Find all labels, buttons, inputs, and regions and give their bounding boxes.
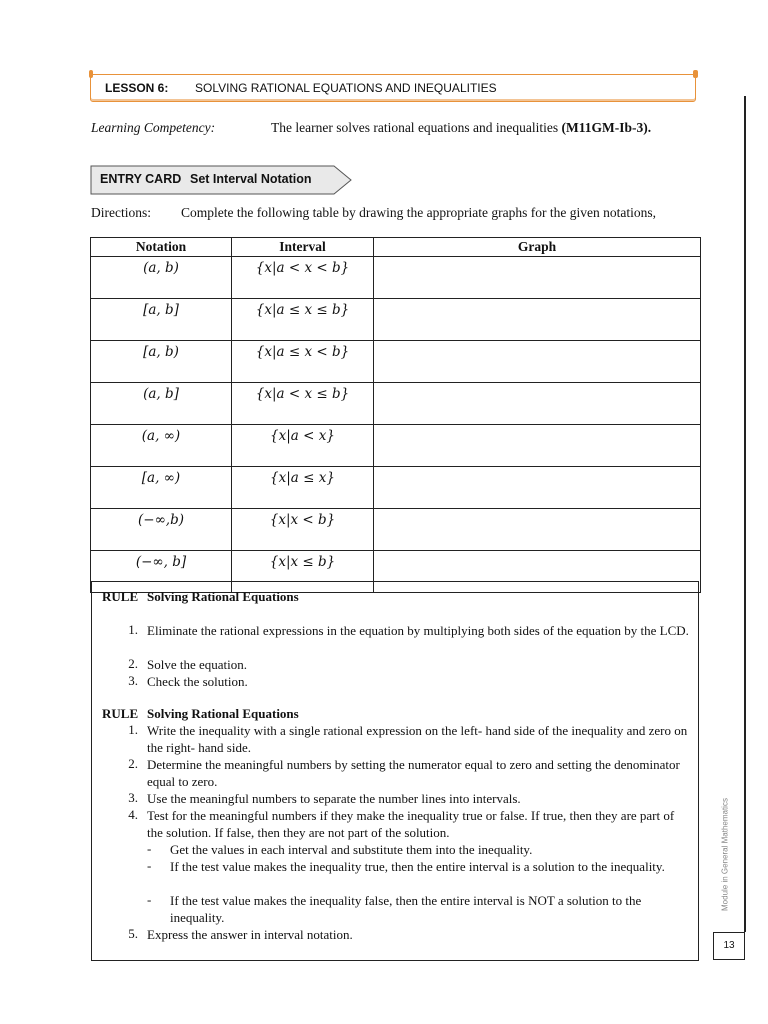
step-number: 2. (128, 656, 138, 671)
graph-cell[interactable] (374, 257, 701, 299)
interval-cell: {x|x < b} (232, 509, 374, 551)
rule2-sub-step: Get the values in each interval and substitute them into the inequality. (170, 842, 533, 857)
interval-cell: {x|a < x} (232, 425, 374, 467)
module-side-label: Module in General Mathematics (720, 798, 730, 911)
graph-cell[interactable] (374, 341, 701, 383)
step-number: 1. (128, 722, 138, 737)
rule-heading-equations (102, 589, 299, 605)
sub-step-bullet: - (147, 841, 152, 856)
header-notation: Notation (91, 238, 232, 257)
step-number: 5. (128, 926, 138, 941)
step-number: 3. (128, 790, 138, 805)
table-row (91, 467, 701, 509)
rule2-step: Determine the meaningful numbers by setting the numerator equal to zero and setting the denominator equal to zero. (147, 757, 680, 789)
step-number: 2. (128, 756, 138, 771)
rule2-step: Write the inequality with a single rational expression on the left- hand side of the inequality and zero on the right- hand side. (147, 723, 688, 755)
table-row (91, 383, 701, 425)
competency-label: Learning Competency: (91, 120, 216, 135)
notation-cell: (a, ∞) (91, 425, 232, 467)
competency-body: The learner solves rational equations and inequalities (271, 120, 562, 135)
page-number: 13 (713, 932, 745, 960)
notation-cell: (−∞, b] (91, 551, 232, 593)
notation-cell: (a, b) (91, 257, 232, 299)
table-row (91, 509, 701, 551)
header-interval: Interval (232, 238, 374, 257)
interval-cell: {x|a ≤ x} (232, 467, 374, 509)
lesson-banner (90, 74, 696, 102)
entry-card (90, 165, 352, 195)
interval-cell: {x|a < x ≤ b} (232, 383, 374, 425)
graph-cell[interactable] (374, 467, 701, 509)
sub-step-bullet: - (147, 858, 152, 873)
graph-cell[interactable] (374, 509, 701, 551)
notation-cell: [a, ∞) (91, 467, 232, 509)
header-graph: Graph (374, 238, 701, 257)
rule-label: RULE (102, 589, 139, 604)
banner-tab-right (693, 70, 698, 78)
interval-cell: {x|x ≤ b} (232, 551, 374, 593)
rule-title: Solving Rational Equations (147, 589, 299, 604)
rule1-step: Eliminate the rational expressions in the equation by multiplying both sides of the equation by the LCD. (147, 623, 689, 638)
notation-cell: [a, b] (91, 299, 232, 341)
competency-text (271, 120, 651, 136)
interval-cell: {x|a < x < b} (232, 257, 374, 299)
rule2-step: Use the meaningful numbers to separate the number lines into intervals. (147, 791, 521, 806)
sub-step-bullet: - (147, 892, 152, 907)
right-margin-rule (744, 96, 746, 932)
table-row (91, 257, 701, 299)
rule2-sub-step: If the test value makes the inequality true, then the entire interval is a solution to the inequality. (170, 859, 665, 874)
notation-cell: (a, b] (91, 383, 232, 425)
interval-cell: {x|a ≤ x < b} (232, 341, 374, 383)
step-number: 3. (128, 673, 138, 688)
graph-cell[interactable] (374, 425, 701, 467)
entry-card-label: ENTRY CARD (100, 172, 182, 186)
rule2-step: Express the answer in interval notation. (147, 927, 353, 942)
rules-box (91, 581, 699, 961)
lesson-label: LESSON 6: (105, 81, 169, 95)
graph-cell[interactable] (374, 383, 701, 425)
notation-cell: [a, b) (91, 341, 232, 383)
table-row (91, 341, 701, 383)
table-row (91, 299, 701, 341)
rule-heading-inequalities (102, 706, 299, 722)
competency-code: (M11GM-Ib-3). (561, 120, 652, 135)
directions-label: Directions: (91, 205, 151, 220)
interval-cell: {x|a ≤ x ≤ b} (232, 299, 374, 341)
notation-cell: (−∞,b) (91, 509, 232, 551)
lesson-title: SOLVING RATIONAL EQUATIONS AND INEQUALITIES (195, 81, 497, 95)
table-header-row (91, 238, 701, 257)
rule2-step: Test for the meaningful numbers if they make the inequality true or false. If true, then they are part of the solution. If false, then they are not part of the solution. (147, 808, 675, 840)
banner-tab-left (89, 70, 93, 78)
step-number: 1. (128, 622, 138, 637)
graph-cell[interactable] (374, 299, 701, 341)
rule-label: RULE (102, 706, 139, 721)
rule2-sub-step: If the test value makes the inequality false, then the entire interval is NOT a solution to the inequality. (170, 893, 642, 925)
directions-text: Complete the following table by drawing the appropriate graphs for the given notations, (181, 205, 657, 220)
rule1-step: Solve the equation. (147, 657, 248, 672)
entry-card-title: Set Interval Notation (190, 172, 312, 186)
rule1-step: Check the solution. (147, 674, 248, 689)
table-row (91, 425, 701, 467)
step-number: 4. (128, 807, 138, 822)
interval-notation-table (90, 237, 701, 593)
rule-title: Solving Rational Equations (147, 706, 299, 721)
